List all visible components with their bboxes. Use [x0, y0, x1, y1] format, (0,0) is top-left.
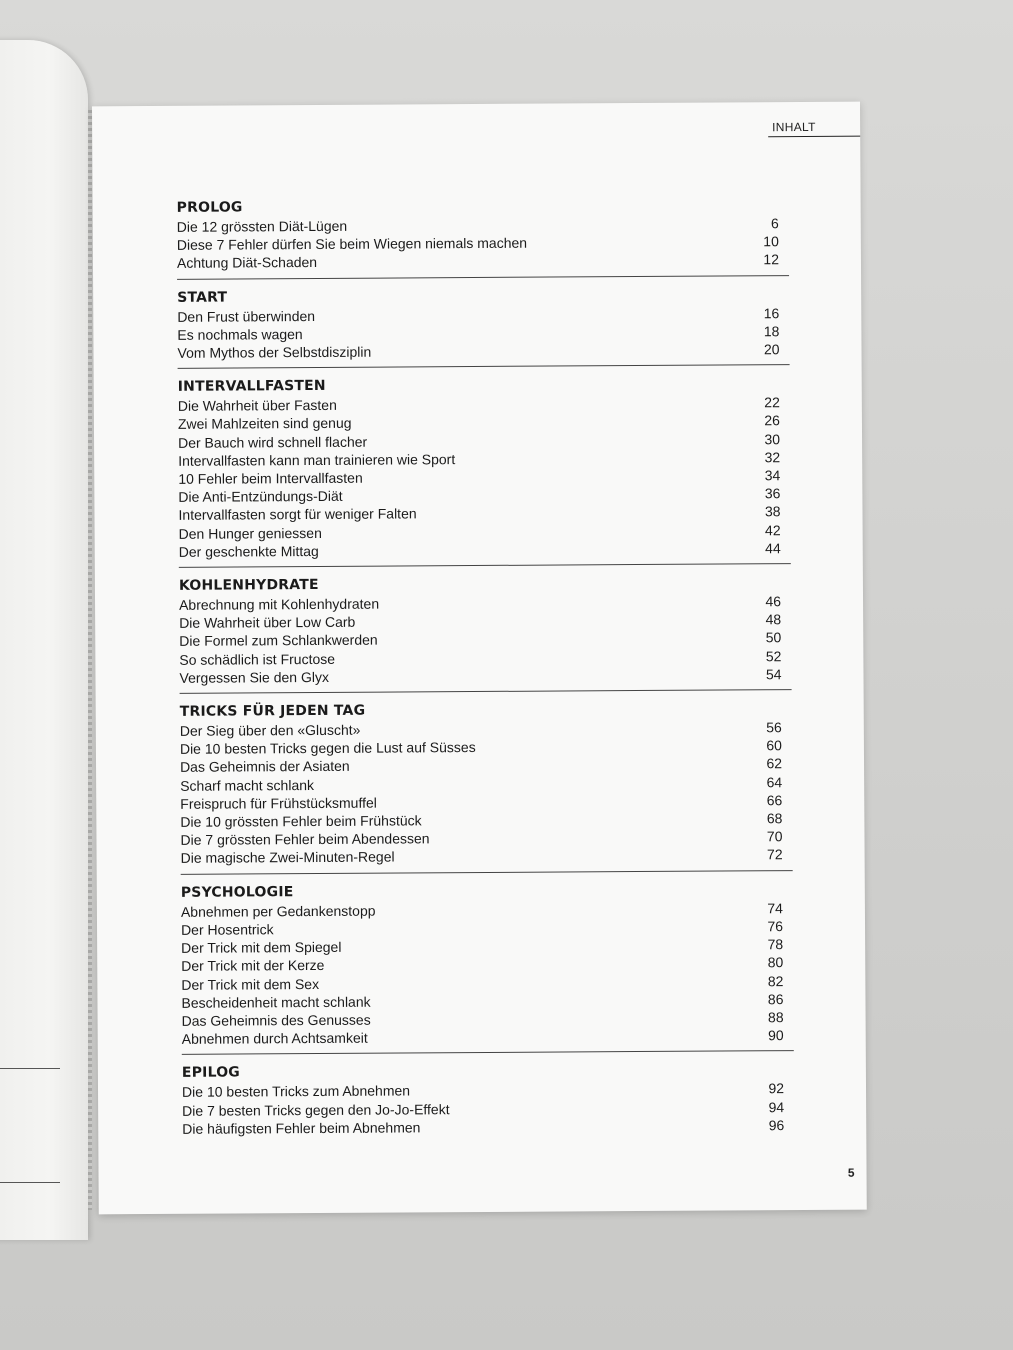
- entry-page-number: 60: [766, 737, 782, 754]
- left-page-rule: [0, 1182, 60, 1183]
- toc-entry: [182, 1116, 794, 1138]
- running-header-text: INHALT: [772, 119, 816, 135]
- toc-section: [181, 881, 794, 1055]
- entry-title: Den Hunger geniessen: [178, 524, 322, 542]
- entry-title: Abrechnung mit Kohlenhydraten: [179, 595, 380, 613]
- entry-title: Das Geheimnis der Asiaten: [179, 758, 350, 776]
- entry-page-number: 32: [764, 448, 781, 466]
- entry-title: Abnehmen durch Achtsamkeit: [181, 1029, 368, 1047]
- toc-section: [179, 574, 792, 694]
- entry-title: Vom Mythos der Selbstdisziplin: [177, 343, 372, 361]
- book-page: [92, 102, 867, 1215]
- section-title: TRICKS FÜR JEDEN TAG: [179, 702, 366, 720]
- entry-page-number: 34: [764, 467, 781, 484]
- entry-title: Die 7 besten Tricks gegen den Jo-Jo-Effekt: [182, 1100, 450, 1119]
- entry-title: Der Trick mit dem Sex: [181, 975, 320, 993]
- entry-page-number: 50: [765, 629, 782, 646]
- section-title: INTERVALLFASTEN: [177, 378, 326, 396]
- toc-entry: [182, 1026, 794, 1048]
- entry-page-number: 82: [767, 972, 784, 989]
- toc-entry: [179, 539, 791, 561]
- entry-title: Der Trick mit dem Spiegel: [181, 938, 342, 956]
- entry-title: Zwei Mahlzeiten sind genug: [177, 415, 352, 433]
- entry-page-number: 12: [763, 251, 780, 268]
- entry-page-number: 20: [763, 341, 780, 358]
- entry-title: Intervallfasten sorgt für weniger Falten: [178, 505, 417, 524]
- entry-page-number: 48: [765, 611, 782, 628]
- entry-title: Die Anti-Entzündungs-Diät: [178, 488, 343, 506]
- section-title: EPILOG: [181, 1064, 241, 1082]
- entry-page-number: 76: [767, 918, 784, 935]
- section-title: START: [177, 289, 228, 306]
- book-spine: [88, 110, 92, 1210]
- entry-page-number: 38: [764, 503, 781, 520]
- entry-page-number: 68: [766, 810, 783, 827]
- entry-page-number: 88: [767, 1009, 784, 1026]
- entry-title: Der Bauch wird schnell flacher: [178, 433, 368, 451]
- section-title: KOHLENHYDRATE: [178, 577, 319, 594]
- entry-page-number: 36: [764, 485, 781, 502]
- entry-title: Vergessen Sie den Glyx: [179, 668, 329, 686]
- entry-title: Die Wahrheit über Fasten: [177, 397, 337, 415]
- entry-title: Die 10 besten Tricks gegen die Lust auf Süsses: [179, 739, 476, 758]
- entry-page-number: 16: [763, 304, 780, 321]
- toc-entry: [177, 250, 789, 272]
- toc-section: [180, 700, 793, 874]
- entry-page-number: 92: [768, 1080, 785, 1097]
- section-title: PROLOG: [176, 199, 243, 216]
- toc-section: [178, 375, 791, 568]
- toc-section: [177, 286, 789, 369]
- toc-entry: [177, 340, 789, 362]
- toc-section: [177, 196, 789, 279]
- entry-page-number: 64: [766, 773, 783, 790]
- left-page-rule: [0, 1068, 60, 1069]
- entry-page-number: 22: [764, 394, 780, 411]
- entry-page-number: 42: [764, 521, 781, 538]
- entry-page-number: 78: [767, 936, 784, 953]
- page-number: 5: [847, 1165, 855, 1180]
- entry-page-number: 46: [765, 593, 782, 610]
- entry-page-number: 96: [768, 1116, 785, 1133]
- entry-title: Die Wahrheit über Low Carb: [179, 613, 356, 632]
- entry-page-number: 86: [767, 990, 784, 1007]
- entry-title: Den Frust überwinden: [177, 307, 316, 325]
- entry-title: Die magische Zwei-Minuten-Regel: [180, 848, 395, 867]
- entry-page-number: 70: [766, 828, 783, 845]
- entry-page-number: 26: [764, 412, 780, 429]
- entry-title: Die 7 grössten Fehler beim Abendessen: [180, 830, 430, 849]
- entry-title: Der Trick mit der Kerze: [181, 957, 325, 975]
- entry-page-number: 54: [765, 666, 782, 683]
- entry-page-number: 18: [763, 322, 780, 340]
- entry-page-number: 52: [765, 647, 782, 664]
- entry-page-number: 66: [766, 792, 783, 809]
- entry-title: Intervallfasten kann man trainieren wie Sport: [178, 450, 456, 469]
- entry-page-number: 44: [765, 539, 781, 557]
- toc-entry: [179, 665, 791, 687]
- entry-title: Die Formel zum Schlankwerden: [179, 632, 378, 650]
- entry-title: Freispruch für Frühstücksmuffel: [180, 794, 377, 812]
- entry-page-number: 94: [768, 1098, 785, 1115]
- toc-entry: [181, 846, 793, 868]
- entry-title: Achtung Diät-Schaden: [176, 254, 318, 272]
- entry-page-number: 56: [766, 719, 782, 736]
- entry-page-number: 62: [766, 755, 783, 772]
- entry-page-number: 30: [764, 430, 781, 447]
- table-of-contents: [177, 196, 795, 1154]
- entry-page-number: 72: [766, 846, 783, 863]
- entry-title: Der Sieg über den «Gluscht»: [179, 721, 361, 739]
- entry-title: So schädlich ist Fructose: [179, 650, 336, 668]
- entry-title: Die 12 grössten Diät-Lügen: [176, 217, 348, 235]
- entry-title: Die 10 besten Tricks zum Abnehmen: [181, 1082, 411, 1101]
- running-header: [768, 120, 860, 138]
- entry-page-number: 74: [767, 899, 783, 916]
- entry-title: Diese 7 Fehler dürfen Sie beim Wiegen niemals machen: [176, 234, 528, 254]
- entry-title: Das Geheimnis des Genusses: [181, 1011, 371, 1029]
- entry-title: Es nochmals wagen: [177, 325, 303, 343]
- left-page: [0, 40, 88, 1240]
- entry-title: Die häufigsten Fehler beim Abnehmen: [182, 1119, 421, 1137]
- entry-title: Abnehmen per Gedankenstopp: [180, 902, 376, 920]
- entry-title: Scharf macht schlank: [180, 776, 315, 794]
- entry-title: Bescheidenheit macht schlank: [181, 993, 371, 1011]
- entry-page-number: 6: [770, 215, 779, 232]
- toc-section: [182, 1061, 794, 1143]
- section-title: PSYCHOLOGIE: [180, 883, 294, 901]
- entry-page-number: 10: [763, 233, 779, 250]
- entry-page-number: 90: [768, 1027, 784, 1044]
- entry-title: Der Hosentrick: [180, 921, 274, 938]
- entry-page-number: 80: [767, 954, 784, 971]
- entry-title: Der geschenkte Mittag: [178, 542, 319, 560]
- entry-title: 10 Fehler beim Intervallfasten: [178, 469, 363, 487]
- entry-title: Die 10 grössten Fehler beim Frühstück: [180, 812, 422, 830]
